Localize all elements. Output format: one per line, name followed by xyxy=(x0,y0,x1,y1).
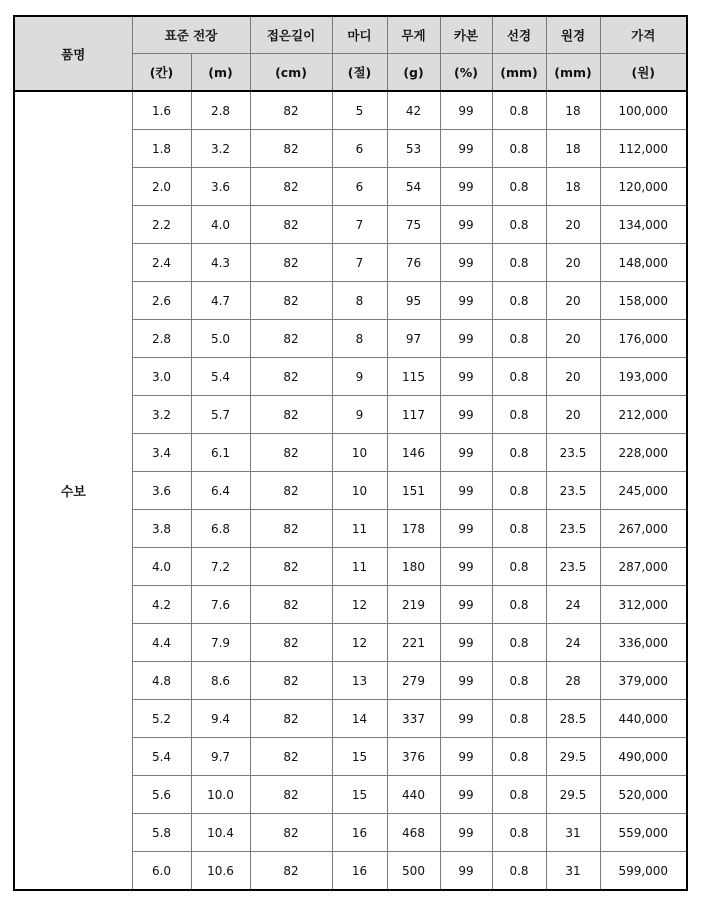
table-cell: 3.2 xyxy=(132,396,191,434)
table-cell: 14 xyxy=(332,700,387,738)
table-cell: 120,000 xyxy=(600,168,687,206)
table-cell: 8 xyxy=(332,320,387,358)
table-cell: 20 xyxy=(546,244,600,282)
table-cell: 23.5 xyxy=(546,434,600,472)
table-cell: 99 xyxy=(440,244,492,282)
table-cell: 0.8 xyxy=(492,700,546,738)
table-cell: 10.4 xyxy=(191,814,250,852)
table-cell: 5.7 xyxy=(191,396,250,434)
table-cell: 15 xyxy=(332,738,387,776)
table-cell: 2.8 xyxy=(132,320,191,358)
table-cell: 8 xyxy=(332,282,387,320)
table-cell: 4.7 xyxy=(191,282,250,320)
table-cell: 10 xyxy=(332,434,387,472)
table-cell: 4.8 xyxy=(132,662,191,700)
table-cell: 12 xyxy=(332,624,387,662)
table-cell: 99 xyxy=(440,776,492,814)
unit-cell: (mm) xyxy=(546,54,600,92)
table-cell: 0.8 xyxy=(492,282,546,320)
table-cell: 20 xyxy=(546,396,600,434)
table-cell: 99 xyxy=(440,624,492,662)
table-cell: 20 xyxy=(546,320,600,358)
table-cell: 20 xyxy=(546,282,600,320)
table-cell: 9 xyxy=(332,396,387,434)
table-cell: 0.8 xyxy=(492,814,546,852)
table-cell: 468 xyxy=(387,814,440,852)
table-cell: 28 xyxy=(546,662,600,700)
table-cell: 2.2 xyxy=(132,206,191,244)
table-cell: 2.8 xyxy=(191,91,250,130)
table-cell: 0.8 xyxy=(492,586,546,624)
table-cell: 82 xyxy=(250,358,332,396)
table-cell: 9.7 xyxy=(191,738,250,776)
table-cell: 23.5 xyxy=(546,510,600,548)
table-cell: 6.0 xyxy=(132,852,191,891)
table-cell: 520,000 xyxy=(600,776,687,814)
table-cell: 3.6 xyxy=(132,472,191,510)
table-cell: 500 xyxy=(387,852,440,891)
table-cell: 23.5 xyxy=(546,548,600,586)
product-name: 수보 xyxy=(14,91,132,890)
table-cell: 5.6 xyxy=(132,776,191,814)
table-cell: 12 xyxy=(332,586,387,624)
table-cell: 82 xyxy=(250,206,332,244)
table-cell: 82 xyxy=(250,624,332,662)
table-cell: 4.4 xyxy=(132,624,191,662)
table-cell: 18 xyxy=(546,168,600,206)
table-cell: 5 xyxy=(332,91,387,130)
table-cell: 6 xyxy=(332,168,387,206)
table-cell: 99 xyxy=(440,320,492,358)
table-cell: 9.4 xyxy=(191,700,250,738)
table-cell: 99 xyxy=(440,358,492,396)
table-cell: 221 xyxy=(387,624,440,662)
table-cell: 146 xyxy=(387,434,440,472)
table-cell: 5.2 xyxy=(132,700,191,738)
table-cell: 3.6 xyxy=(191,168,250,206)
table-cell: 6.4 xyxy=(191,472,250,510)
table-cell: 6.1 xyxy=(191,434,250,472)
table-cell: 279 xyxy=(387,662,440,700)
table-cell: 0.8 xyxy=(492,206,546,244)
table-cell: 99 xyxy=(440,738,492,776)
table-cell: 4.0 xyxy=(191,206,250,244)
header-sections: 마디 xyxy=(332,16,387,54)
table-cell: 312,000 xyxy=(600,586,687,624)
table-cell: 82 xyxy=(250,244,332,282)
table-cell: 10.0 xyxy=(191,776,250,814)
table-cell: 29.5 xyxy=(546,776,600,814)
table-cell: 1.8 xyxy=(132,130,191,168)
unit-cell: (g) xyxy=(387,54,440,92)
header-length: 표준 전장 xyxy=(132,16,250,54)
table-cell: 54 xyxy=(387,168,440,206)
table-cell: 134,000 xyxy=(600,206,687,244)
table-cell: 148,000 xyxy=(600,244,687,282)
table-cell: 82 xyxy=(250,130,332,168)
table-cell: 3.8 xyxy=(132,510,191,548)
table-cell: 3.4 xyxy=(132,434,191,472)
table-cell: 176,000 xyxy=(600,320,687,358)
header-tip-diameter: 선경 xyxy=(492,16,546,54)
table-body xyxy=(14,91,687,890)
table-cell: 6 xyxy=(332,130,387,168)
table-cell: 0.8 xyxy=(492,434,546,472)
table-cell: 99 xyxy=(440,814,492,852)
table-cell: 10.6 xyxy=(191,852,250,891)
table-cell: 82 xyxy=(250,168,332,206)
table-cell: 23.5 xyxy=(546,472,600,510)
unit-cell: (m) xyxy=(191,54,250,92)
table-cell: 0.8 xyxy=(492,548,546,586)
table-cell: 490,000 xyxy=(600,738,687,776)
table-cell: 180 xyxy=(387,548,440,586)
table-cell: 379,000 xyxy=(600,662,687,700)
table-cell: 267,000 xyxy=(600,510,687,548)
table-cell: 219 xyxy=(387,586,440,624)
table-cell: 0.8 xyxy=(492,130,546,168)
table-cell: 99 xyxy=(440,396,492,434)
table-cell: 20 xyxy=(546,358,600,396)
table-cell: 0.8 xyxy=(492,624,546,662)
table-cell: 99 xyxy=(440,662,492,700)
table-cell: 76 xyxy=(387,244,440,282)
table-cell: 53 xyxy=(387,130,440,168)
table-cell: 82 xyxy=(250,510,332,548)
table-cell: 7 xyxy=(332,244,387,282)
header-weight: 무게 xyxy=(387,16,440,54)
table-cell: 0.8 xyxy=(492,396,546,434)
table-cell: 117 xyxy=(387,396,440,434)
table-cell: 7.9 xyxy=(191,624,250,662)
table-cell: 376 xyxy=(387,738,440,776)
table-cell: 4.2 xyxy=(132,586,191,624)
table-cell: 82 xyxy=(250,852,332,891)
table-cell: 42 xyxy=(387,91,440,130)
table-cell: 18 xyxy=(546,130,600,168)
table-cell: 7 xyxy=(332,206,387,244)
table-cell: 5.4 xyxy=(191,358,250,396)
unit-cell: (mm) xyxy=(492,54,546,92)
table-cell: 336,000 xyxy=(600,624,687,662)
header-item-name: 품명 xyxy=(14,16,132,91)
table-cell: 31 xyxy=(546,814,600,852)
table-row xyxy=(14,91,687,130)
table-cell: 82 xyxy=(250,320,332,358)
header-folded-length: 접은길이 xyxy=(250,16,332,54)
table-cell: 4.0 xyxy=(132,548,191,586)
unit-cell: (cm) xyxy=(250,54,332,92)
table-cell: 0.8 xyxy=(492,472,546,510)
table-cell: 5.4 xyxy=(132,738,191,776)
table-cell: 82 xyxy=(250,434,332,472)
header-row xyxy=(14,16,687,54)
table-cell: 99 xyxy=(440,472,492,510)
table-cell: 7.6 xyxy=(191,586,250,624)
table-cell: 4.3 xyxy=(191,244,250,282)
table-cell: 82 xyxy=(250,814,332,852)
table-cell: 10 xyxy=(332,472,387,510)
table-cell: 99 xyxy=(440,852,492,891)
table-cell: 97 xyxy=(387,320,440,358)
unit-cell: (%) xyxy=(440,54,492,92)
table-cell: 82 xyxy=(250,738,332,776)
table-cell: 95 xyxy=(387,282,440,320)
table-cell: 29.5 xyxy=(546,738,600,776)
table-cell: 99 xyxy=(440,586,492,624)
table-cell: 9 xyxy=(332,358,387,396)
table-cell: 151 xyxy=(387,472,440,510)
table-cell: 82 xyxy=(250,586,332,624)
table-cell: 2.6 xyxy=(132,282,191,320)
table-cell: 16 xyxy=(332,852,387,891)
table-cell: 82 xyxy=(250,91,332,130)
table-cell: 82 xyxy=(250,700,332,738)
table-cell: 28.5 xyxy=(546,700,600,738)
table-cell: 82 xyxy=(250,548,332,586)
table-cell: 0.8 xyxy=(492,852,546,891)
header-butt-diameter: 원경 xyxy=(546,16,600,54)
table-cell: 559,000 xyxy=(600,814,687,852)
table-cell: 3.0 xyxy=(132,358,191,396)
table-cell: 3.2 xyxy=(191,130,250,168)
table-cell: 212,000 xyxy=(600,396,687,434)
table-cell: 99 xyxy=(440,168,492,206)
table-cell: 440,000 xyxy=(600,700,687,738)
table-cell: 158,000 xyxy=(600,282,687,320)
table-cell: 82 xyxy=(250,396,332,434)
table-cell: 18 xyxy=(546,91,600,130)
table-cell: 16 xyxy=(332,814,387,852)
table-cell: 99 xyxy=(440,206,492,244)
table-cell: 1.6 xyxy=(132,91,191,130)
table-cell: 24 xyxy=(546,586,600,624)
table-cell: 11 xyxy=(332,548,387,586)
table-cell: 0.8 xyxy=(492,320,546,358)
table-cell: 0.8 xyxy=(492,738,546,776)
table-cell: 0.8 xyxy=(492,168,546,206)
table-cell: 245,000 xyxy=(600,472,687,510)
table-cell: 24 xyxy=(546,624,600,662)
table-cell: 82 xyxy=(250,472,332,510)
table-cell: 5.0 xyxy=(191,320,250,358)
table-cell: 337 xyxy=(387,700,440,738)
table-header xyxy=(14,16,687,91)
unit-cell: (원) xyxy=(600,54,687,92)
table-cell: 7.2 xyxy=(191,548,250,586)
table-cell: 0.8 xyxy=(492,244,546,282)
table-cell: 13 xyxy=(332,662,387,700)
table-cell: 99 xyxy=(440,91,492,130)
table-cell: 99 xyxy=(440,548,492,586)
table-cell: 115 xyxy=(387,358,440,396)
header-carbon: 카본 xyxy=(440,16,492,54)
table-cell: 11 xyxy=(332,510,387,548)
table-cell: 82 xyxy=(250,776,332,814)
table-cell: 99 xyxy=(440,434,492,472)
table-cell: 5.8 xyxy=(132,814,191,852)
table-cell: 112,000 xyxy=(600,130,687,168)
table-cell: 8.6 xyxy=(191,662,250,700)
table-cell: 193,000 xyxy=(600,358,687,396)
table-cell: 0.8 xyxy=(492,776,546,814)
spec-table xyxy=(13,15,688,891)
table-cell: 440 xyxy=(387,776,440,814)
table-cell: 0.8 xyxy=(492,510,546,548)
table-cell: 0.8 xyxy=(492,662,546,700)
table-cell: 99 xyxy=(440,700,492,738)
table-cell: 100,000 xyxy=(600,91,687,130)
table-cell: 0.8 xyxy=(492,91,546,130)
unit-cell: (칸) xyxy=(132,54,191,92)
table-cell: 2.4 xyxy=(132,244,191,282)
table-cell: 31 xyxy=(546,852,600,891)
header-price: 가격 xyxy=(600,16,687,54)
table-cell: 228,000 xyxy=(600,434,687,472)
table-cell: 6.8 xyxy=(191,510,250,548)
table-cell: 99 xyxy=(440,130,492,168)
table-cell: 2.0 xyxy=(132,168,191,206)
table-cell: 287,000 xyxy=(600,548,687,586)
table-cell: 75 xyxy=(387,206,440,244)
unit-cell: (절) xyxy=(332,54,387,92)
table-cell: 99 xyxy=(440,510,492,548)
table-cell: 599,000 xyxy=(600,852,687,891)
table-cell: 178 xyxy=(387,510,440,548)
table-cell: 0.8 xyxy=(492,358,546,396)
table-cell: 20 xyxy=(546,206,600,244)
table-cell: 82 xyxy=(250,282,332,320)
table-cell: 99 xyxy=(440,282,492,320)
table-cell: 15 xyxy=(332,776,387,814)
table-cell: 82 xyxy=(250,662,332,700)
